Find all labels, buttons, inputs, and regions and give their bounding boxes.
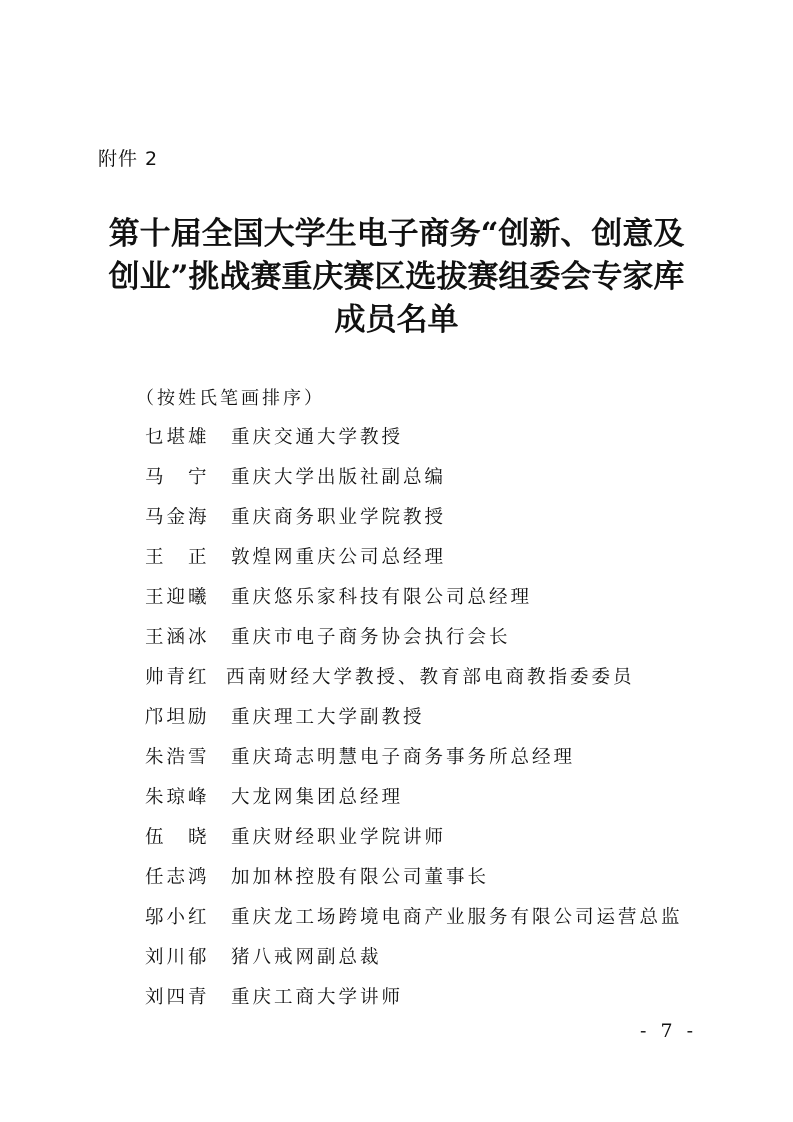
member-name: 王 正 <box>145 547 210 568</box>
member-role: 重庆交通大学教授 <box>231 427 404 448</box>
member-name: 任志鸿 <box>145 867 210 888</box>
member-role: 重庆龙工场跨境电商产业服务有限公司运营总监 <box>231 907 683 928</box>
member-role: 重庆市电子商务协会执行会长 <box>231 627 511 648</box>
title-line-3: 成员名单 <box>334 302 459 338</box>
member-name: 王迎曦 <box>145 587 210 608</box>
member-row <box>145 583 745 623</box>
member-name: 朱琼峰 <box>145 787 210 808</box>
member-name: 帅青红 <box>145 667 210 688</box>
member-row <box>145 983 745 1023</box>
member-name: 马金海 <box>145 507 210 528</box>
member-name: 朱浩雪 <box>145 747 210 768</box>
member-role: 重庆财经职业学院讲师 <box>231 827 447 848</box>
member-name: 邝坦励 <box>145 707 210 728</box>
page-number: - 7 - <box>640 1020 698 1042</box>
member-role: 猪八戒网副总裁 <box>231 947 382 968</box>
member-role: 重庆大学出版社副总编 <box>231 467 447 488</box>
member-name: 邬小红 <box>145 907 210 928</box>
member-row <box>145 823 745 863</box>
attachment-label: 附件 2 <box>98 148 159 170</box>
member-name: 王涵冰 <box>145 627 210 648</box>
member-name: 刘川郁 <box>145 947 210 968</box>
member-role: 敦煌网重庆公司总经理 <box>231 547 447 568</box>
member-row <box>145 463 745 503</box>
sort-note: （按姓氏笔画排序） <box>136 388 325 409</box>
member-list <box>145 423 745 1023</box>
member-role: 西南财经大学教授、教育部电商教指委委员 <box>226 667 635 688</box>
member-role: 重庆琦志明慧电子商务事务所总经理 <box>231 747 576 768</box>
document-title <box>0 213 793 342</box>
member-name: 伍 晓 <box>145 827 210 848</box>
member-role: 大龙网集团总经理 <box>231 787 404 808</box>
member-row <box>145 943 745 983</box>
member-role: 重庆工商大学讲师 <box>231 987 404 1008</box>
member-row <box>145 623 745 663</box>
member-role: 重庆商务职业学院教授 <box>231 507 447 528</box>
member-row <box>145 743 745 783</box>
member-row <box>145 903 745 943</box>
member-row <box>145 543 745 583</box>
member-name: 乜堪雄 <box>145 427 210 448</box>
member-role: 重庆悠乐家科技有限公司总经理 <box>231 587 533 608</box>
title-line-2: 创业”挑战赛重庆赛区选拔赛组委会专家库 <box>108 259 685 295</box>
member-row <box>145 783 745 823</box>
member-role: 重庆理工大学副教授 <box>231 707 425 728</box>
member-name: 刘四青 <box>145 987 210 1008</box>
member-name: 马 宁 <box>145 467 210 488</box>
member-row <box>145 423 745 463</box>
member-row <box>145 503 745 543</box>
member-row <box>145 863 745 903</box>
member-role: 加加林控股有限公司董事长 <box>231 867 490 888</box>
member-row <box>145 663 745 703</box>
member-row <box>145 703 745 743</box>
title-line-1: 第十届全国大学生电子商务“创新、创意及 <box>108 216 685 252</box>
